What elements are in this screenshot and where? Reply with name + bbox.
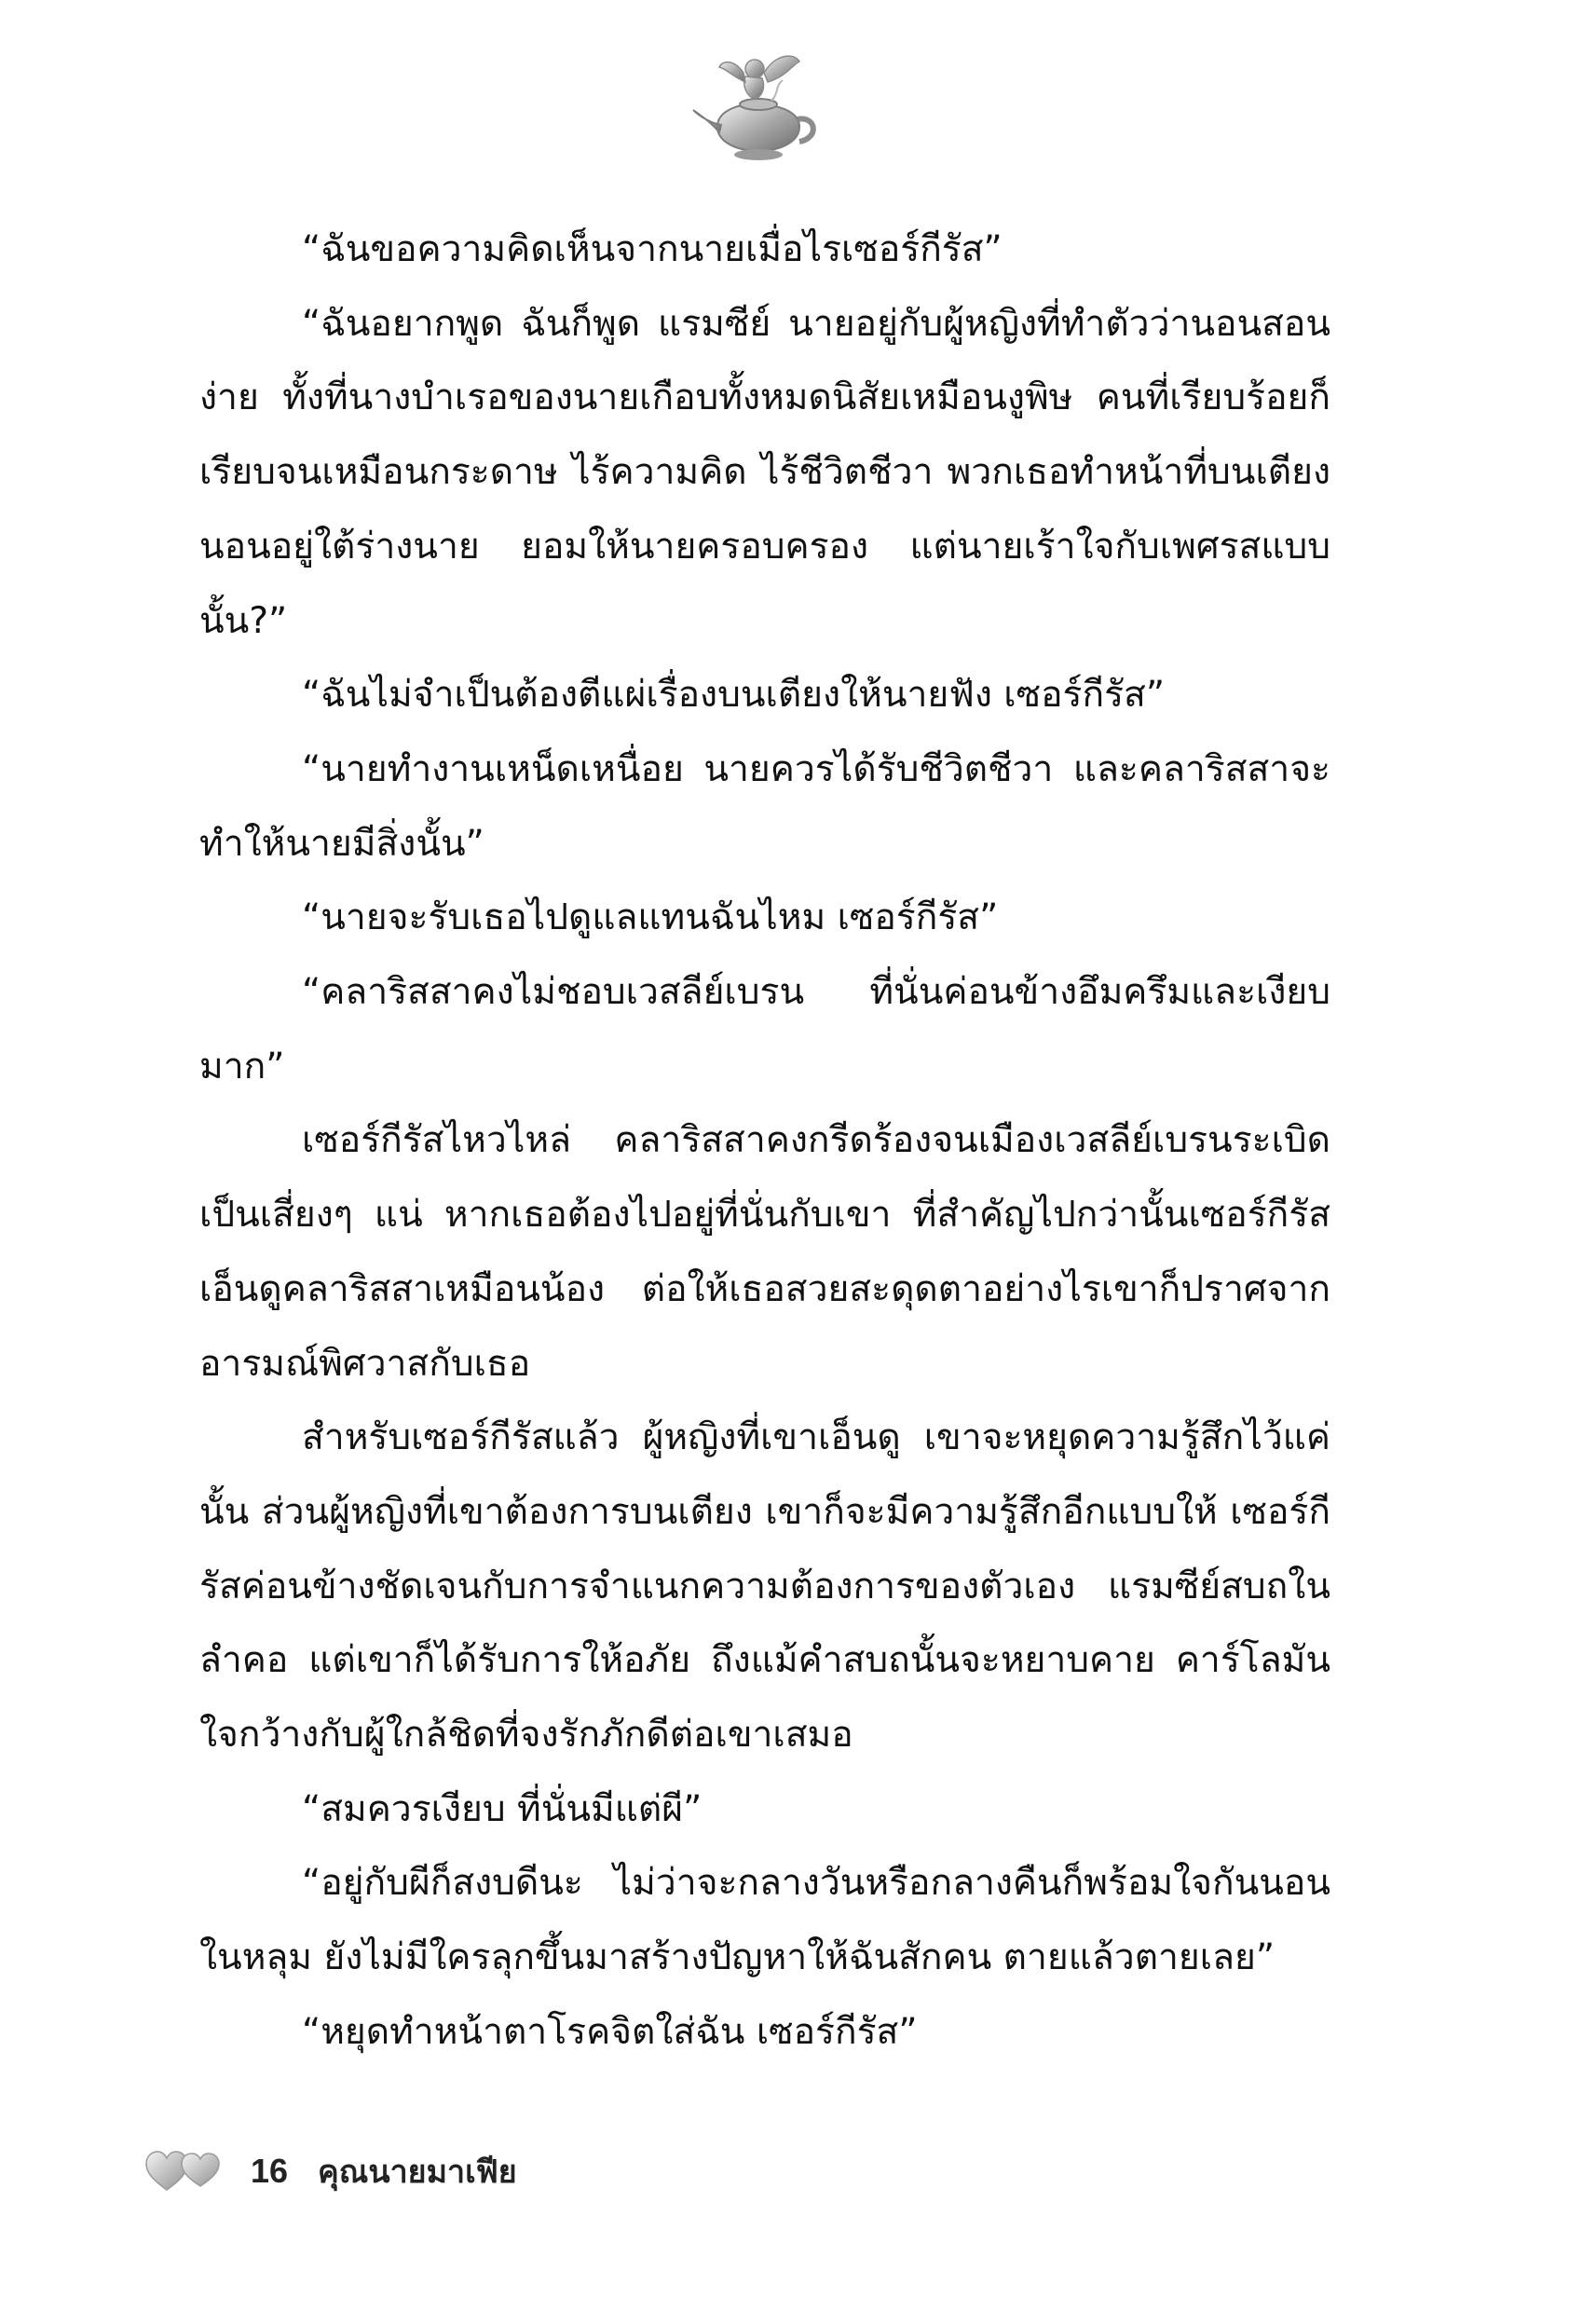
page-number: 16 [251,2152,289,2190]
paragraph: “นายจะรับเธอไปดูแลแทนฉันไหม เซอร์กีรัส” [302,896,999,939]
paragraph: เซอร์กีรัสไหวไหล่ คลาริสสาคงกรีดร้องจนเมืองเวสลีย์เบรนระเบิดเป็นเสี่ยงๆ แน่ หากเธอต้องไปอยู่ที่นั่นกับเขา ที่สำคัญไปกว่านั้นเซอร์กีรัสเอ็นดูคลาริสสาเหมือนน้อง ต่อให้เธอสวยสะดุดตาอย่างไรเขาก็ปราศจากอารมณ์พิศวาสกับเธอ [199,1119,1330,1385]
page-footer [144,2143,517,2199]
body-text [199,212,1330,2070]
paragraph: “อยู่กับผีก็สงบดีนะ ไม่ว่าจะกลางวันหรือกลางคืนก็พร้อมใจกันนอนในหลุม ยังไม่มีใครลุกขึ้นมาสร้างปัญหาให้ฉันสักคน ตายแล้วตายเลย” [199,1862,1330,1979]
paragraph: “ฉันไม่จำเป็นต้องตีแผ่เรื่องบนเตียงให้นายฟัง เซอร์กีรัส” [302,674,1166,717]
paragraph: สำหรับเซอร์กีรัสแล้ว ผู้หญิงที่เขาเอ็นดู เขาจะหยุดความรู้สึกไว้แค่นั้น ส่วนผู้หญิงที่เขาต้องการบนเตียง เขาก็จะมีความรู้สึกอีกแบบให้ เซอร์กีรัสค่อนข้างชัดเจนกับการจำแนกความต้องการของตัวเอง แรมซีย์สบถในลำคอ แต่เขาก็ได้รับการให้อภัย ถึงแม้คำสบถนั้นจะหยาบคาย คาร์โลมันใจกว้างกับผู้ใกล้ชิดที่จงรักภักดีต่อเขาเสมอ [199,1416,1330,1757]
book-title: คุณนายมาเฟีย [318,2154,517,2191]
paragraph: “หยุดทำหน้าตาโรคจิตใส่ฉัน เซอร์กีรัส” [302,2010,918,2053]
paragraph: “ฉันขอความคิดเห็นจากนายเมื่อไรเซอร์กีรัส” [302,228,1003,270]
cherub-teapot-icon [689,45,829,166]
hearts-icon [144,2149,230,2194]
paragraph: “นายทำงานเหน็ดเหนื่อย นายควรได้รับชีวิตชีวา และคลาริสสาจะทำให้นายมีสิ่งนั้น” [199,747,1330,865]
paragraph: “สมควรเงียบ ที่นั่นมีแต่ผี” [302,1787,703,1830]
paragraph: “ฉันอยากพูด ฉันก็พูด แรมซีย์ นายอยู่กับผู้หญิงที่ทำตัวว่านอนสอนง่าย ทั้งที่นางบำเรอของนายเกือบทั้งหมดนิสัยเหมือนงูพิษ คนที่เรียบร้อยก็เรียบจนเหมือนกระดาษ ไร้ความคิด ไร้ชีวิตชีวา พวกเธอทำหน้าที่บนเตียง นอนอยู่ใต้ร่างนาย ยอมให้นายครอบครอง แต่นายเร้าใจกับเพศรสแบบนั้น?” [199,302,1330,642]
paragraph: “คลาริสสาคงไม่ชอบเวสลีย์เบรน ที่นั่นค่อนข้างอึมครึมและเงียบมาก” [199,971,1330,1087]
